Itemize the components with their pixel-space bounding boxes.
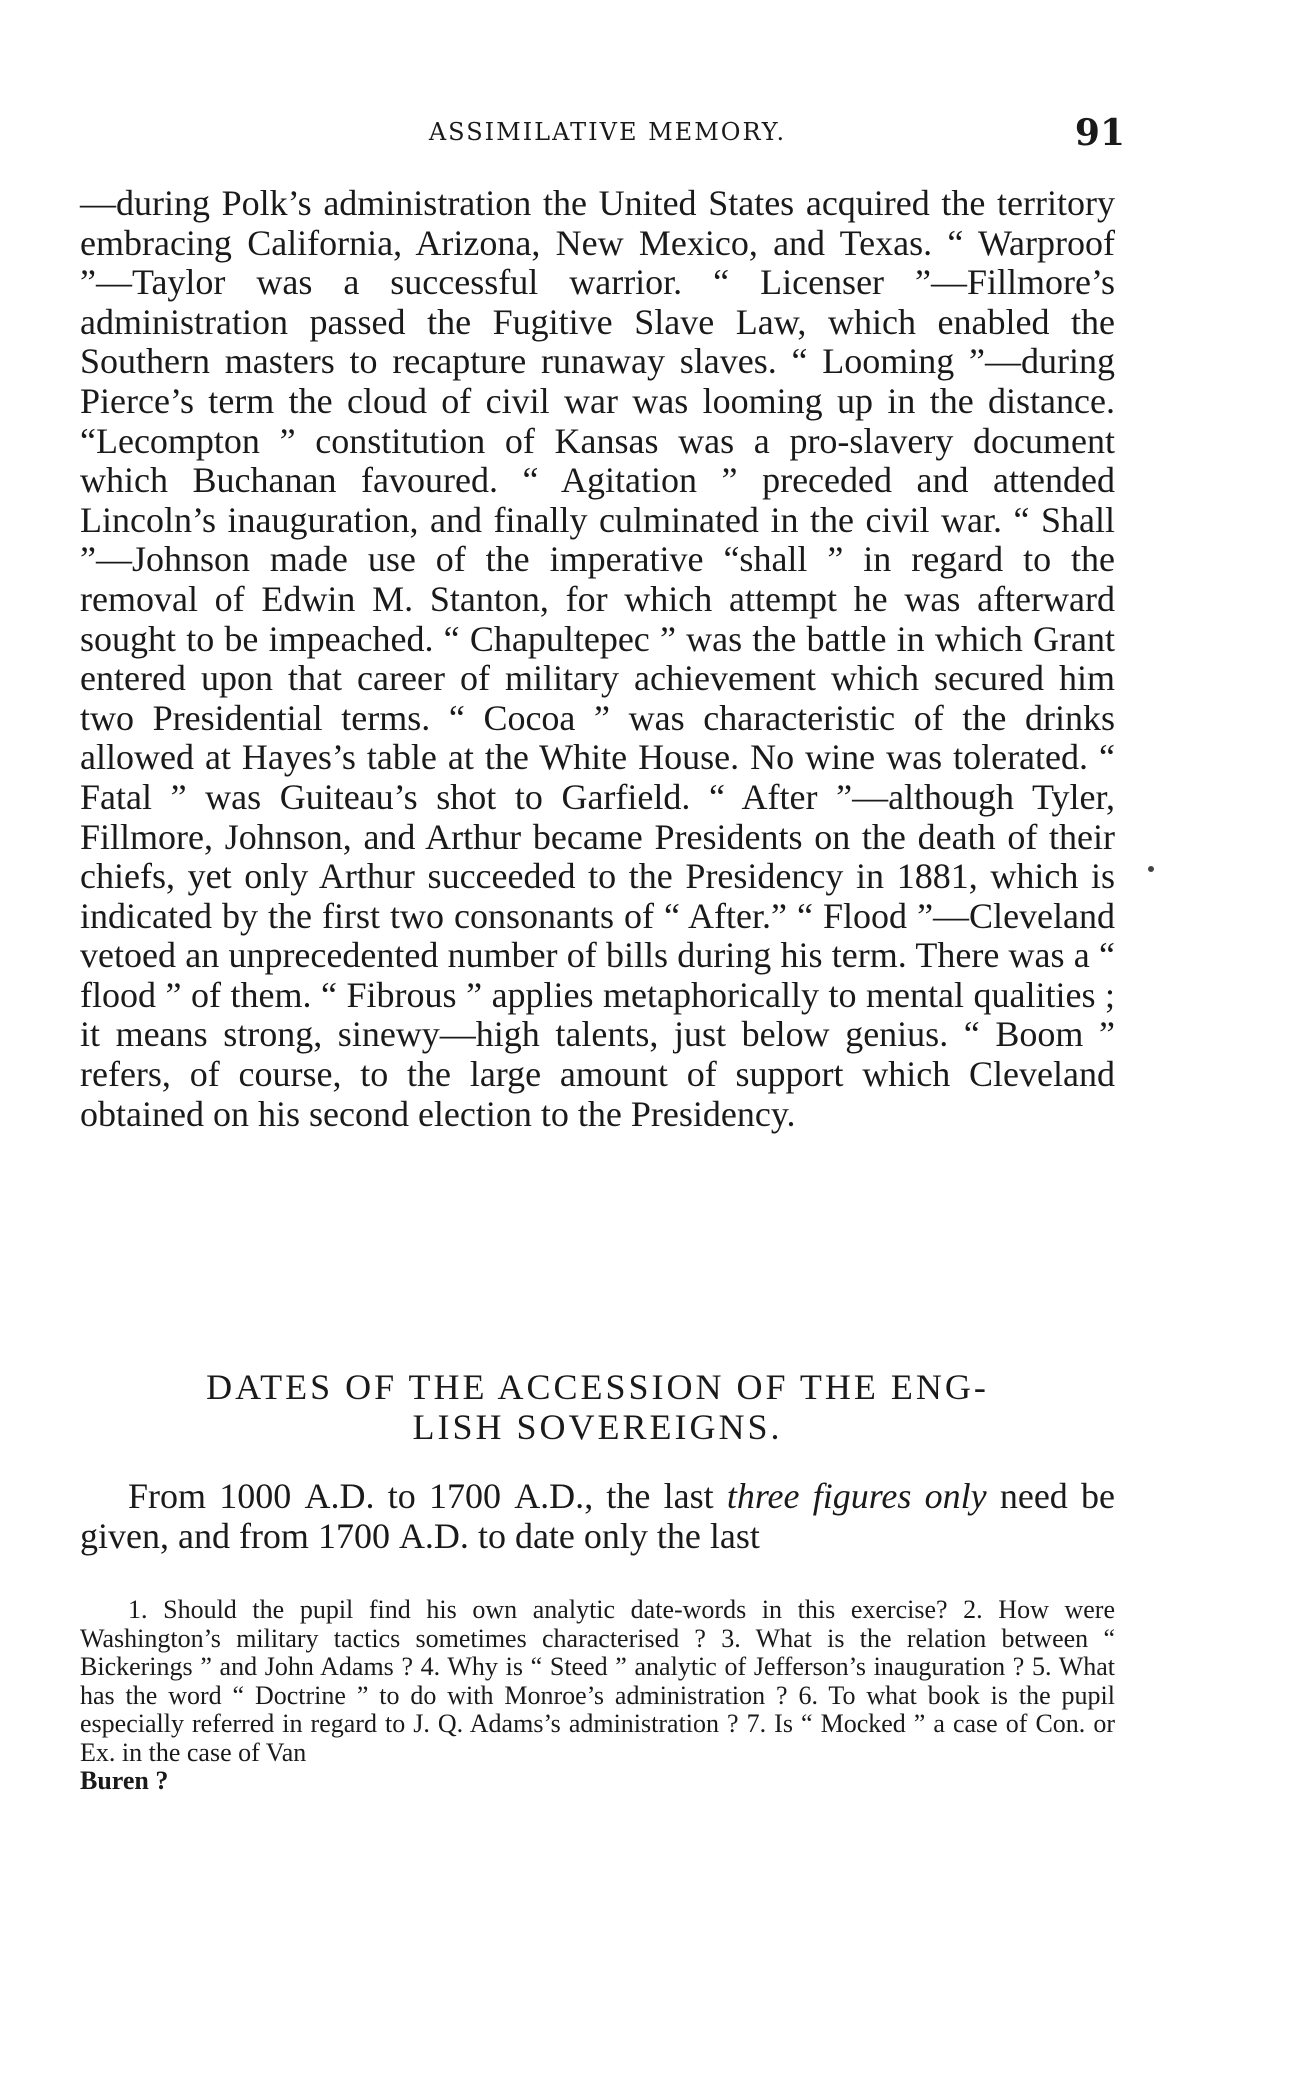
intro-part-5: to date only the last (468, 1516, 760, 1556)
intro-part-3: , the last (584, 1476, 727, 1516)
intro-part-4: need be given, and from 1700 (80, 1476, 1116, 1556)
ad-abbreviation: A.D. (398, 1516, 469, 1556)
section-intro (80, 1476, 1115, 1556)
review-questions-last-word: Buren ? (80, 1766, 169, 1795)
page-header (80, 112, 1125, 158)
intro-part-1: From 1000 (128, 1476, 305, 1516)
section-heading (80, 1367, 1115, 1447)
ad-abbreviation: A.D. (514, 1476, 585, 1516)
review-questions (80, 1596, 1115, 1796)
page-number: 91 (1074, 112, 1125, 154)
body-paragraph: —during Polk’s administration the United States acquired the territory embracing California, Arizona, New Mexico, and Texas. “ Warproof ”—Taylor was a successful warrior. “ Licenser ”—Fillmore’s administration passed the Fugitive Slave Law, which enabled the Southern masters to recapture runaway slaves. “ Looming ”—during Pierce’s term the cloud of civil war was looming up in the distance. “Lecompton ” constitution of Kansas was a pro-slavery document which Buchanan favoured. “ Agitation ” preceded and attended Lincoln’s inauguration, and finally culminated in the civil war. “ Shall ”—Johnson made use of the imperative “shall ” in regard to the removal of Edwin M. Stanton, for which attempt he was afterward sought to be impeached. “ Chapultepec ” was the battle in which Grant entered upon that career of military achievement which secured him two Presidential terms. “ Cocoa ” was characteristic of the drinks allowed at Hayes’s table at the White House. No wine was tolerated. “ Fatal ” was Guiteau’s shot to Garfield. “ After ”—although Tyler, Fillmore, Johnson, and Arthur became Presidents on the death of their chiefs, yet only Arthur succeeded to the Presidency in 1881, which is indicated by the first two consonants of “ After.” “ Flood ”—Cleveland vetoed an unprecedented number of bills during his term. There was a “ flood ” of them. “ Fibrous ” applies metaphorically to mental qualities ; it means strong, sinewy—high talents, just below genius. “ Boom ” refers, of course, to the large amount of support which Cleveland obtained on his second election to the Presidency. (80, 183, 1115, 1134)
ink-speck (1148, 866, 1154, 872)
section-heading-line-1: DATES OF THE ACCESSION OF THE ENG- (206, 1367, 989, 1407)
intro-part-2: to 1700 (374, 1476, 515, 1516)
section-heading-line-2: LISH SOVEREIGNS. (412, 1407, 783, 1447)
review-questions-text: 1. Should the pupil find his own analytic date-words in this exercise? 2. How were Washington’s military tactics sometimes characterised ? 3. What is the relation between “ Bickerings ” and John Adams ? 4. Why is “ Steed ” analytic of Jefferson’s inauguration ? 5. What has the word “ Doctrine ” to do with Monroe’s administration ? 6. To what book is the pupil especially referred in regard to J. Q. Adams’s administration ? 7. Is “ Mocked ” a case of Con. or Ex. in the case of Van (80, 1595, 1115, 1767)
ad-abbreviation: A.D. (304, 1476, 375, 1516)
running-head: ASSIMILATIVE MEMORY. (428, 118, 787, 146)
intro-italic-emphasis: three figures only (726, 1476, 987, 1516)
